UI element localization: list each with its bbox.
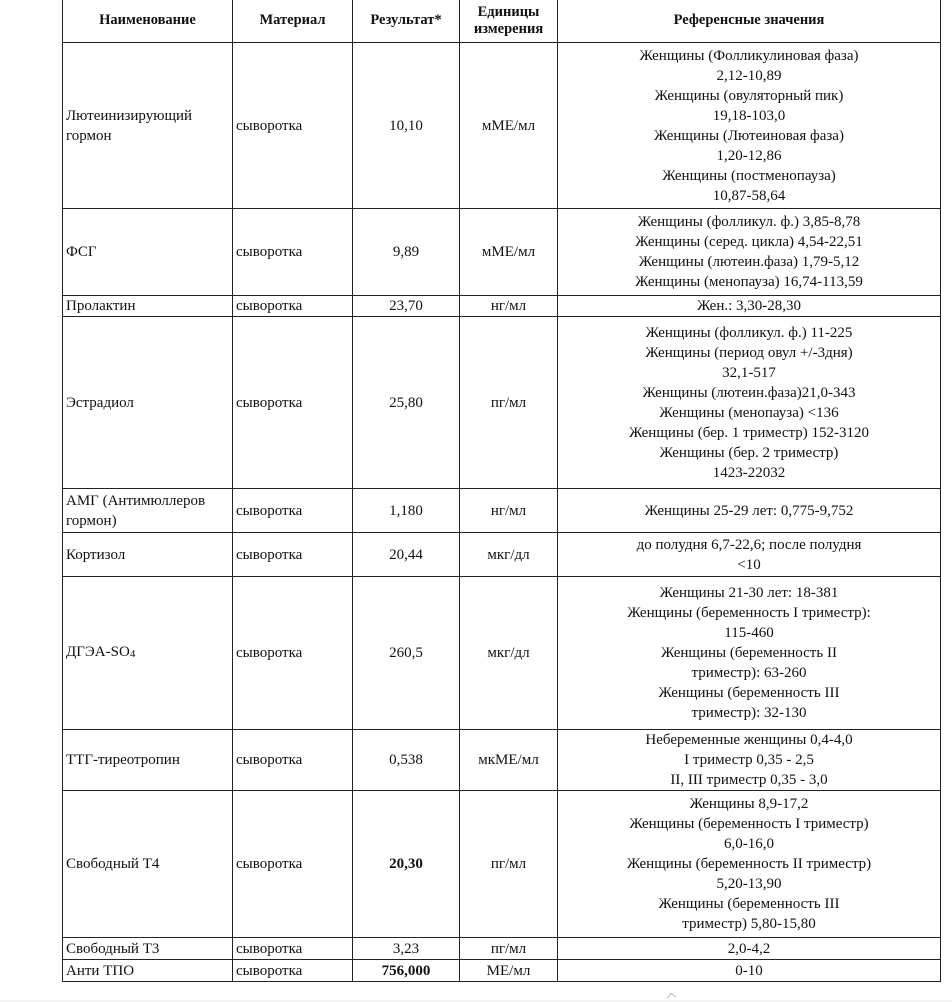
test-result: 20,30 <box>353 791 460 938</box>
test-units: пг/мл <box>460 791 558 938</box>
table-row <box>63 489 941 533</box>
reference-line: Женщины (фолликул. ф.) 3,85-8,78 <box>637 214 861 230</box>
name-subscript: 4 <box>129 648 136 660</box>
reference-line: Женщины (овуляторный пик) <box>654 87 844 104</box>
test-material: сыворотка <box>233 960 353 982</box>
reference-values <box>558 577 941 730</box>
header-name: Наименование <box>63 0 233 43</box>
reference-line: Женщины (беременность III <box>658 896 840 912</box>
test-name: Пролактин <box>63 296 233 317</box>
reference-line: Женщины (беременность III <box>658 685 840 701</box>
test-material: сыворотка <box>233 209 353 296</box>
reference-line: Женщины (Лютеиновая фаза) <box>654 127 844 144</box>
reference-values <box>558 43 941 209</box>
header-result: Результат* <box>353 0 460 43</box>
header-reference: Референсные значения <box>558 0 941 43</box>
reference-line: Женщины (серед. цикла) 4,54-22,51 <box>635 234 863 250</box>
test-result: 10,10 <box>353 43 460 209</box>
reference-line: Женщины (бер. 1 триместр) 152-3120 <box>628 424 870 441</box>
test-name: Свободный Т3 <box>63 938 233 960</box>
reference-line: Женщины (менопауза) <136 <box>659 404 839 421</box>
reference-line: Женщины (менопауза) 16,74-113,59 <box>635 274 863 290</box>
reference-values <box>558 296 941 317</box>
test-material: сыворотка <box>233 43 353 209</box>
test-units: нг/мл <box>460 489 558 533</box>
test-name: Анти ТПО <box>63 960 233 982</box>
table-row <box>63 938 941 960</box>
reference-line: 1423-22032 <box>712 464 786 481</box>
table-row <box>63 730 941 791</box>
test-result: 25,80 <box>353 317 460 489</box>
test-result: 9,89 <box>353 209 460 296</box>
reference-line: 19,18-103,0 <box>712 107 786 124</box>
header-material: Материал <box>233 0 353 43</box>
reference-line: I триместр 0,35 - 2,5 <box>684 752 814 768</box>
test-units: пг/мл <box>460 317 558 489</box>
test-result: 23,70 <box>353 296 460 317</box>
reference-values <box>558 730 941 791</box>
reference-values <box>558 489 941 533</box>
reference-line: триместр): 32-130 <box>691 705 807 721</box>
reference-line: 2,0-4,2 <box>727 940 771 957</box>
test-material: сыворотка <box>233 489 353 533</box>
table-row <box>63 43 941 209</box>
test-material: сыворотка <box>233 577 353 730</box>
table-row <box>63 317 941 489</box>
test-units: МЕ/мл <box>460 960 558 982</box>
reference-line: 1,20-12,86 <box>716 147 782 164</box>
test-result: 3,23 <box>353 938 460 960</box>
table-row <box>63 209 941 296</box>
reference-line: Женщины 8,9-17,2 <box>689 796 809 812</box>
test-material: сыворотка <box>233 730 353 791</box>
test-result: 0,538 <box>353 730 460 791</box>
test-units: мМЕ/мл <box>460 209 558 296</box>
reference-values <box>558 209 941 296</box>
test-material: сыворотка <box>233 791 353 938</box>
test-material: сыворотка <box>233 533 353 577</box>
reference-line: 115-460 <box>724 625 774 641</box>
reference-line: до полудня 6,7-22,6; после полудня <box>636 536 862 553</box>
reference-line: <10 <box>737 556 761 573</box>
reference-line: Женщины (беременность II <box>661 645 837 661</box>
table-row <box>63 960 941 982</box>
test-name: ДГЭА-SO4 <box>63 577 233 730</box>
test-units: мкг/дл <box>460 533 558 577</box>
reference-line: Жен.: 3,30-28,30 <box>696 298 802 314</box>
test-material: сыворотка <box>233 317 353 489</box>
reference-line: Женщины (лютеин.фаза)21,0-343 <box>642 384 856 401</box>
reference-line: Женщины (лютеин.фаза) 1,79-5,12 <box>638 254 860 270</box>
test-units: пг/мл <box>460 938 558 960</box>
test-units: нг/мл <box>460 296 558 317</box>
reference-line: 6,0-16,0 <box>724 836 774 852</box>
reference-line: 2,12-10,89 <box>716 67 782 84</box>
corner-mark <box>667 993 677 1002</box>
test-result: 20,44 <box>353 533 460 577</box>
test-name: Эстрадиол <box>63 317 233 489</box>
reference-line: Небеременные женщины 0,4-4,0 <box>645 732 853 748</box>
test-material: сыворотка <box>233 938 353 960</box>
test-result: 1,180 <box>353 489 460 533</box>
reference-values <box>558 791 941 938</box>
reference-values <box>558 533 941 577</box>
table-header-row <box>63 0 941 43</box>
reference-line: Женщины (фолликул. ф.) 11-225 <box>645 324 853 341</box>
reference-line: 10,87-58,64 <box>712 187 786 204</box>
reference-line: Женщины (беременность I триместр): <box>627 605 871 621</box>
table-body <box>63 43 941 982</box>
test-name: ТТГ-тиреотропин <box>63 730 233 791</box>
reference-values <box>558 960 941 982</box>
reference-values <box>558 317 941 489</box>
test-units: мкг/дл <box>460 577 558 730</box>
reference-values <box>558 938 941 960</box>
table-row <box>63 533 941 577</box>
reference-line: 32,1-517 <box>722 364 776 381</box>
reference-line: Женщины 25-29 лет: 0,775-9,752 <box>644 502 854 519</box>
table-row <box>63 296 941 317</box>
test-units: мМЕ/мл <box>460 43 558 209</box>
table-row <box>63 577 941 730</box>
test-result: 260,5 <box>353 577 460 730</box>
reference-line: 5,20-13,90 <box>716 876 782 892</box>
reference-line: триместр): 63-260 <box>691 665 807 681</box>
test-material: сыворотка <box>233 296 353 317</box>
reference-line: II, III триместр 0,35 - 3,0 <box>670 772 828 788</box>
test-name: Свободный Т4 <box>63 791 233 938</box>
header-units: Единицы измерения <box>460 0 558 43</box>
reference-line: Женщины (беременность II триместр) <box>626 856 872 872</box>
test-name: АМГ (Антимюллеров гормон) <box>63 489 233 533</box>
reference-line: триместр) 5,80-15,80 <box>682 916 816 932</box>
test-name: Лютеинизирующий гормон <box>63 43 233 209</box>
reference-line: Женщины (Фолликулиновая фаза) <box>639 47 859 64</box>
reference-line: Женщины (бер. 2 триместр) <box>659 444 839 461</box>
reference-line: 0-10 <box>735 962 763 979</box>
reference-line: Женщины (постменопауза) <box>662 167 836 184</box>
test-name: ФСГ <box>63 209 233 296</box>
reference-line: Женщины 21-30 лет: 18-381 <box>659 585 839 601</box>
lab-results-table <box>62 0 941 982</box>
test-units: мкМЕ/мл <box>460 730 558 791</box>
reference-line: Женщины (период овул +/-3дня) <box>645 344 853 361</box>
reference-line: Женщины (беременность I триместр) <box>629 816 869 832</box>
table-row <box>63 791 941 938</box>
test-result: 756,000 <box>353 960 460 982</box>
test-name: Кортизол <box>63 533 233 577</box>
